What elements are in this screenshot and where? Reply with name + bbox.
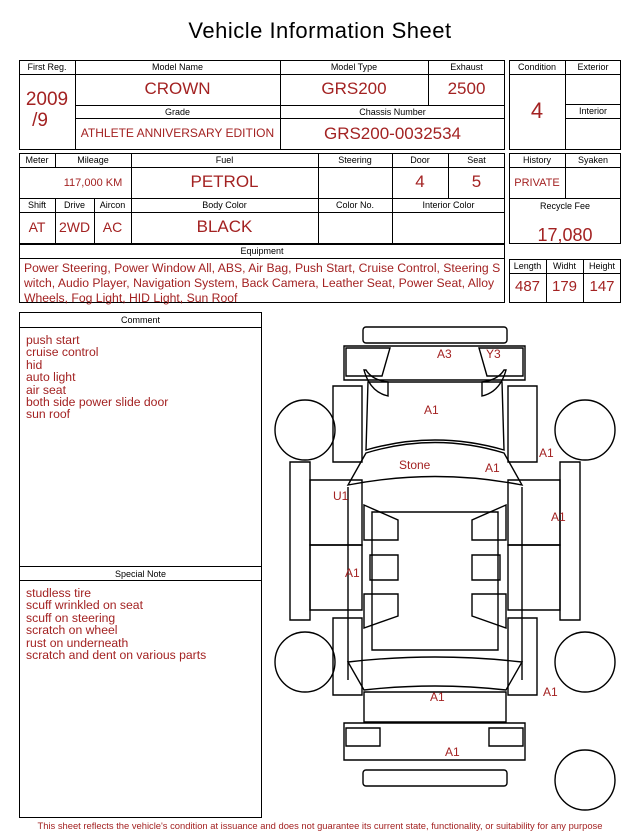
body-color-value: BLACK xyxy=(196,217,253,236)
aircon-label: Aircon xyxy=(99,200,126,210)
model-name-value: CROWN xyxy=(144,79,211,98)
damage-mark-right-front-fender: A1 xyxy=(539,446,554,460)
comment-item: air seat xyxy=(26,382,66,397)
width-value: 179 xyxy=(551,278,578,295)
disclaimer-footer: This sheet reflects the vehicle's condition at issuance and does not guarantee its current state, functionality, or suitability for any purpose xyxy=(37,820,603,831)
exhaust-label: Exhaust xyxy=(450,62,483,72)
page-title: Vehicle Information Sheet xyxy=(188,18,452,43)
width-label: Widht xyxy=(552,261,576,271)
comment-item: hid xyxy=(26,357,43,372)
condition-label: Condition xyxy=(517,62,557,72)
fuel-value: PETROL xyxy=(190,172,259,191)
fuel-label: Fuel xyxy=(215,155,234,165)
damage-note-windshield: Stone xyxy=(399,458,431,472)
special-note-item: scratch and dent on various parts xyxy=(26,648,207,663)
rear-bumper-bottom xyxy=(363,770,507,786)
comment-item: sun roof xyxy=(26,407,71,422)
history-value: PRIVATE xyxy=(514,177,560,189)
damage-mark-left-rear-door: A1 xyxy=(345,566,360,580)
height-value: 147 xyxy=(589,278,615,295)
first-reg-label: First Reg. xyxy=(27,62,67,72)
first-reg-month-value: /9 xyxy=(32,110,48,131)
damage-mark-hood: A1 xyxy=(424,403,439,417)
drive-value: 2WD xyxy=(58,219,91,235)
interior-label: Interior xyxy=(578,106,607,116)
model-type-label: Model Type xyxy=(330,62,378,72)
syaken-label: Syaken xyxy=(577,155,609,165)
chassis-number-label: Chassis Number xyxy=(359,107,426,117)
interior-color-label: Interior Color xyxy=(422,200,475,210)
right-rear-wheel xyxy=(555,632,615,692)
special-note-item: scuff wrinkled on seat xyxy=(26,598,143,613)
model-name-label: Model Name xyxy=(151,62,204,72)
comment-item: both side power slide door xyxy=(26,395,169,410)
right-rear-window xyxy=(472,594,506,628)
first-reg-year-value: 2009 xyxy=(25,89,69,110)
length-label: Length xyxy=(513,261,542,271)
damage-mark-right-rear-quarter: A1 xyxy=(543,685,558,699)
spare-wheel xyxy=(555,750,615,810)
damage-mark-windshield: A1 xyxy=(485,461,500,475)
history-label: History xyxy=(522,155,551,165)
body-color-label: Body Color xyxy=(202,200,247,210)
recycle-fee-value: 17,080 xyxy=(537,225,593,245)
rear-window xyxy=(348,657,522,690)
damage-mark-trunk: A1 xyxy=(430,690,445,704)
right-front-window xyxy=(472,505,506,540)
seat-label: Seat xyxy=(467,155,486,165)
comment-item: cruise control xyxy=(26,345,99,360)
model-type-value: GRS200 xyxy=(321,79,387,98)
mileage-label: Mileage xyxy=(77,155,109,165)
door-label: Door xyxy=(410,155,430,165)
shift-value: AT xyxy=(28,219,46,235)
left-front-wheel xyxy=(275,400,335,460)
special-note-item: scratch on wheel xyxy=(26,623,118,638)
height-label: Height xyxy=(588,261,615,271)
drive-label: Drive xyxy=(63,200,85,210)
steering-label: Steering xyxy=(338,155,372,165)
condition-value: 4 xyxy=(530,98,544,123)
left-front-window xyxy=(364,505,398,540)
damage-mark-front-bumper-left: A3 xyxy=(437,347,452,361)
left-side-skirt xyxy=(290,462,310,620)
damage-mark-front-bumper-right: Y3 xyxy=(486,347,501,361)
left-front-fender xyxy=(333,386,362,462)
damage-mark-rear-bumper: A1 xyxy=(445,745,460,759)
comment-label: Comment xyxy=(120,315,160,325)
comment-item: push start xyxy=(26,333,80,347)
color-no-label: Color No. xyxy=(335,200,374,210)
damage-mark-left-front-door: U1 xyxy=(333,489,349,503)
special-note-item: rust on underneath xyxy=(26,635,129,650)
length-value: 487 xyxy=(514,278,541,295)
special-note-item: studless tire xyxy=(26,586,92,600)
meter-label: Meter xyxy=(25,155,49,165)
front-bumper-top xyxy=(363,327,507,343)
equipment-value: Power Steering, Power Window All, ABS, Air Bag, Push Start, Cruise Control, Steering Switch, Audio Player, Navigation System, Back Camera, Leather Seat, Power Seat, Alloy Wheels, Fog Light, HID Light, Sun Roof xyxy=(24,261,501,305)
equipment-label: Equipment xyxy=(240,246,284,256)
special-note-item: scuff on steering xyxy=(26,610,116,625)
right-front-wheel xyxy=(555,400,615,460)
recycle-fee-label: Recycle Fee xyxy=(539,201,591,211)
aircon-value: AC xyxy=(102,219,123,235)
grade-value: ATHLETE ANNIVERSARY EDITION xyxy=(80,126,275,140)
door-value: 4 xyxy=(415,172,425,191)
left-rear-wheel xyxy=(275,632,335,692)
exhaust-value: 2500 xyxy=(447,79,486,98)
right-side-skirt xyxy=(560,462,580,620)
right-front-fender xyxy=(508,386,537,462)
right-rear-door xyxy=(508,545,560,610)
comment-item: auto light xyxy=(26,370,76,385)
grade-label: Grade xyxy=(164,107,190,117)
roof xyxy=(372,512,498,650)
mileage-value: 117,000 KM xyxy=(63,177,123,189)
chassis-number-value: GRS200-0032534 xyxy=(323,124,462,143)
damage-mark-right-front-door: A1 xyxy=(551,510,566,524)
seat-value: 5 xyxy=(471,172,482,191)
left-rear-window xyxy=(364,594,398,628)
exterior-label: Exterior xyxy=(577,62,609,72)
special-note-label: Special Note xyxy=(114,569,167,579)
shift-label: Shift xyxy=(27,200,46,210)
